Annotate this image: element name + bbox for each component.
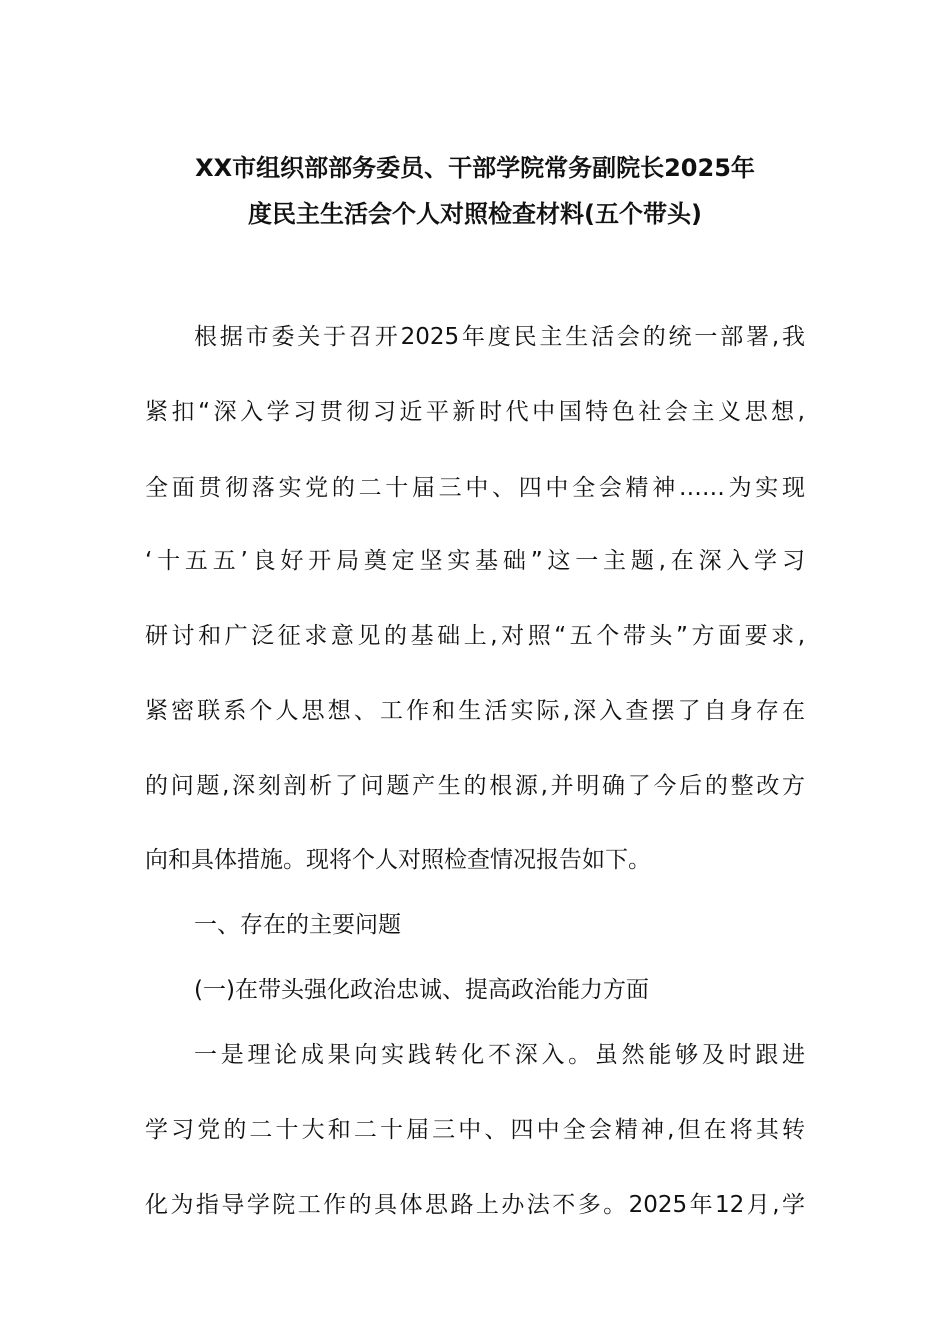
text-line: 根据市委关于召开2025年度民主生活会的统一部署,我 [194,324,805,350]
section-heading: 一、存在的主要问题 [194,912,401,938]
text-line: 化为指导学院工作的具体思路上办法不多。2025年12月,学 [145,1192,805,1218]
text-line: 全面贯彻落实党的二十届三中、四中全会精神……为实现 [145,475,805,501]
text-line: 研讨和广泛征求意见的基础上,对照“五个带头”方面要求, [145,623,805,649]
text-line: 紧扣“深入学习贯彻习近平新时代中国特色社会主义思想, [145,399,805,425]
text-line: 学习党的二十大和二十届三中、四中全会精神,但在将其转 [145,1117,805,1143]
text-line: 紧密联系个人思想、工作和生活实际,深入查摆了自身存在 [145,698,805,724]
title-line: 度民主生活会个人对照检查材料(五个带头) [248,200,702,228]
text-line: 的问题,深刻剖析了问题产生的根源,并明确了今后的整改方 [145,773,805,799]
title-line: XX市组织部部务委员、干部学院常务副院长2025年 [195,154,755,182]
text-line: 向和具体措施。现将个人对照检查情况报告如下。 [145,847,651,873]
subsection-heading: (一)在带头强化政治忠诚、提高政治能力方面 [194,977,649,1003]
text-line: ‘十五五’良好开局奠定坚实基础”这一主题,在深入学习 [145,548,805,574]
text-line: 一是理论成果向实践转化不深入。虽然能够及时跟进 [194,1042,805,1068]
